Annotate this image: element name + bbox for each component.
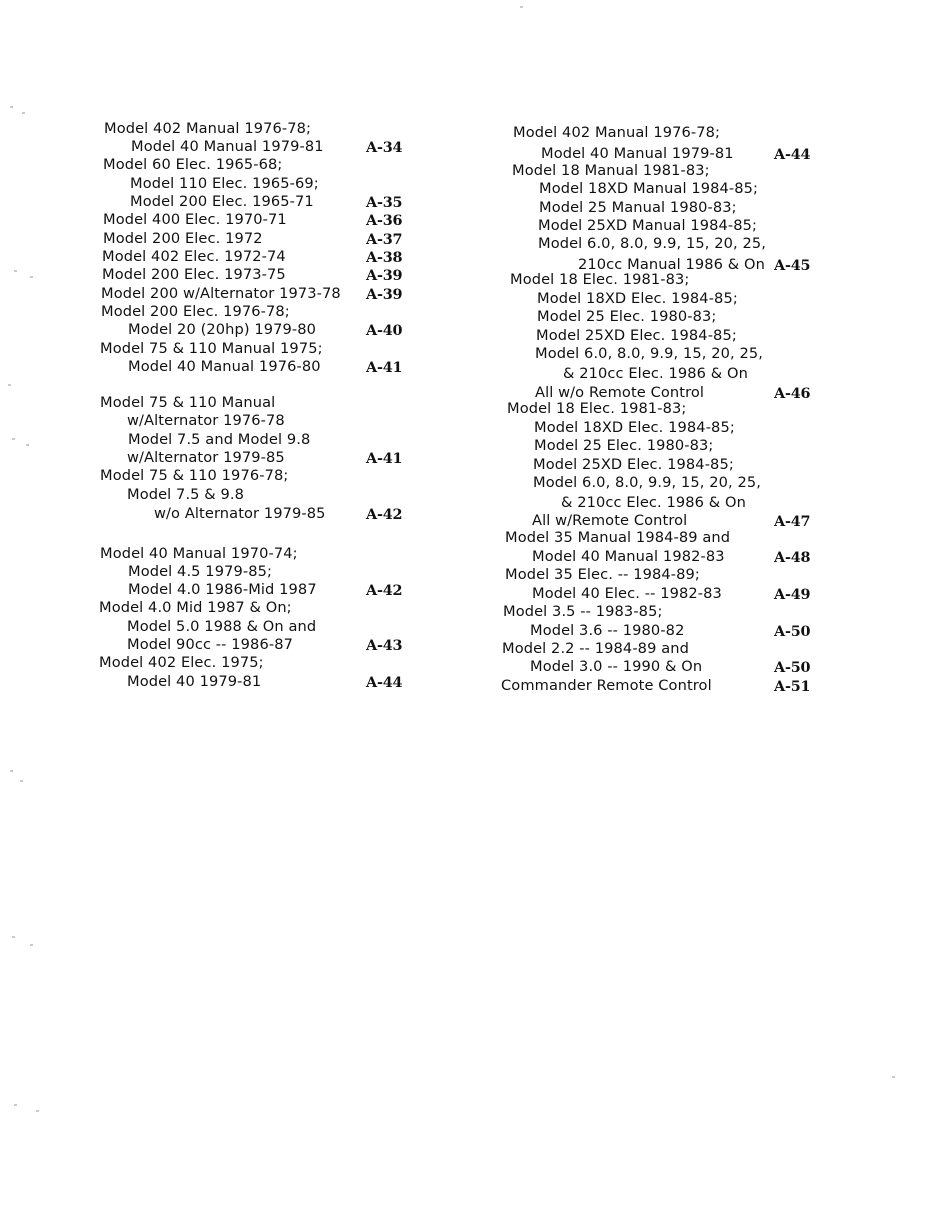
index-entry-text: Model 402 Manual 1976-78;: [513, 124, 721, 141]
index-entry-text: Model 200 Elec. 1973-75: [102, 266, 286, 283]
index-entry-text: & 210cc Elec. 1986 & On: [561, 494, 746, 511]
page-reference: A-40: [366, 322, 403, 339]
index-entry-text: Model 5.0 1988 & On and: [127, 618, 317, 635]
index-entry-text: Model 40 1979-81: [127, 673, 262, 690]
index-entry-text: Model 18XD Manual 1984-85;: [539, 180, 759, 197]
index-entry-text: Model 3.6 -- 1980-82: [530, 622, 685, 639]
index-entry-text: Model 3.0 -- 1990 & On: [530, 658, 703, 675]
index-entry-text: Model 20 (20hp) 1979-80: [128, 321, 317, 338]
scan-speck: [12, 936, 15, 938]
page-reference: A-49: [774, 586, 811, 603]
index-entry-text: Model 6.0, 8.0, 9.9, 15, 20, 25,: [535, 345, 764, 362]
index-entry-text: Model 200 Elec. 1972: [103, 230, 263, 247]
scan-speck: [36, 1110, 39, 1112]
page-reference: A-50: [774, 623, 811, 640]
scan-speck: [14, 270, 17, 272]
page-reference: A-43: [366, 637, 403, 654]
index-entry-text: Model 40 Manual 1979-81: [131, 138, 324, 155]
page-reference: A-44: [774, 146, 811, 163]
page-reference: A-42: [366, 582, 403, 599]
index-entry-text: Model 25 Elec. 1980-83;: [534, 437, 714, 454]
scan-speck: [8, 384, 11, 386]
index-entry-text: Model 18 Elec. 1981-83;: [510, 271, 690, 288]
page-reference: A-41: [366, 359, 403, 376]
scan-speck: [10, 770, 13, 772]
page-reference: A-46: [774, 385, 811, 402]
page-reference: A-34: [366, 139, 403, 156]
page-reference: A-37: [366, 231, 403, 248]
page-reference: A-50: [774, 659, 811, 676]
index-entry-text: Model 40 Elec. -- 1982-83: [532, 585, 722, 602]
index-entry-text: Model 402 Elec. 1975;: [99, 654, 264, 671]
index-entry-text: Model 18XD Elec. 1984-85;: [534, 419, 735, 436]
scan-speck: [10, 106, 13, 108]
index-entry-text: Model 35 Manual 1984-89 and: [505, 529, 731, 546]
index-entry-text: Model 200 Elec. 1976-78;: [101, 303, 290, 320]
index-entry-text: Model 75 & 110 1976-78;: [100, 467, 289, 484]
index-entry-text: Model 90cc -- 1986-87: [127, 636, 293, 653]
index-entry-text: Model 2.2 -- 1984-89 and: [502, 640, 689, 657]
scan-speck: [12, 438, 15, 440]
index-entry-text: Model 200 Elec. 1965-71: [130, 193, 314, 210]
index-entry-text: Model 402 Elec. 1972-74: [102, 248, 286, 265]
index-entry-text: Model 18 Elec. 1981-83;: [507, 400, 687, 417]
index-entry-text: All w/Remote Control: [532, 512, 688, 529]
index-entry-text: Model 18 Manual 1981-83;: [512, 162, 710, 179]
scan-speck: [14, 1104, 17, 1106]
index-entry-text: Model 6.0, 8.0, 9.9, 15, 20, 25,: [538, 235, 767, 252]
page-reference: A-44: [366, 674, 403, 691]
index-entry-text: w/Alternator 1979-85: [127, 449, 285, 466]
page-reference: A-39: [366, 286, 403, 303]
index-entry-text: Model 25 Manual 1980-83;: [539, 199, 737, 216]
index-entry-text: Model 35 Elec. -- 1984-89;: [505, 566, 700, 583]
index-entry-text: Model 60 Elec. 1965-68;: [103, 156, 283, 173]
index-entry-text: Model 25 Elec. 1980-83;: [537, 308, 717, 325]
index-entry-text: Model 4.0 Mid 1987 & On;: [99, 599, 292, 616]
page-reference: A-47: [774, 513, 811, 530]
index-entry-text: Model 400 Elec. 1970-71: [103, 211, 287, 228]
index-entry-text: Model 25XD Elec. 1984-85;: [533, 456, 734, 473]
page-reference: A-48: [774, 549, 811, 566]
index-entry-text: Model 3.5 -- 1983-85;: [503, 603, 663, 620]
scan-speck: [892, 1076, 895, 1078]
scan-speck: [26, 444, 29, 446]
page-reference: A-39: [366, 267, 403, 284]
index-entry-text: Model 18XD Elec. 1984-85;: [537, 290, 738, 307]
scan-speck: [30, 276, 33, 278]
index-entry-text: Model 40 Manual 1982-83: [532, 548, 725, 565]
scan-speck: [22, 112, 25, 114]
scan-speck: [520, 6, 523, 8]
index-entry-text: w/o Alternator 1979-85: [154, 505, 326, 522]
index-entry-text: Model 6.0, 8.0, 9.9, 15, 20, 25,: [533, 474, 762, 491]
index-entry-text: Model 4.5 1979-85;: [128, 563, 272, 580]
index-entry-text: 210cc Manual 1986 & On: [578, 256, 765, 273]
index-entry-text: Model 7.5 and Model 9.8: [128, 431, 311, 448]
page-reference: A-38: [366, 249, 403, 266]
index-entry-text: & 210cc Elec. 1986 & On: [563, 365, 748, 382]
index-entry-text: Model 7.5 & 9.8: [127, 486, 245, 503]
page-reference: A-51: [774, 678, 811, 695]
index-entry-text: w/Alternator 1976-78: [127, 412, 285, 429]
index-entry-text: Model 25XD Elec. 1984-85;: [536, 327, 737, 344]
page-reference: A-45: [774, 257, 811, 274]
index-entry-text: Model 40 Manual 1970-74;: [100, 545, 298, 562]
index-entry-text: All w/o Remote Control: [535, 384, 705, 401]
page-reference: A-41: [366, 450, 403, 467]
index-entry-text: Model 40 Manual 1976-80: [128, 358, 321, 375]
index-entry-text: Model 25XD Manual 1984-85;: [538, 217, 758, 234]
page-reference: A-35: [366, 194, 403, 211]
index-entry-text: Model 75 & 110 Manual: [100, 394, 276, 411]
index-entry-text: Model 200 w/Alternator 1973-78: [101, 285, 341, 302]
scan-speck: [20, 780, 23, 782]
page-reference: A-36: [366, 212, 403, 229]
index-entry-text: Model 40 Manual 1979-81: [541, 145, 734, 162]
scan-speck: [30, 944, 33, 946]
index-entry-text: Commander Remote Control: [501, 677, 712, 694]
page-reference: A-42: [366, 506, 403, 523]
index-entry-text: Model 4.0 1986-Mid 1987: [128, 581, 317, 598]
index-entry-text: Model 110 Elec. 1965-69;: [130, 175, 319, 192]
index-entry-text: Model 75 & 110 Manual 1975;: [100, 340, 323, 357]
index-entry-text: Model 402 Manual 1976-78;: [104, 120, 312, 137]
